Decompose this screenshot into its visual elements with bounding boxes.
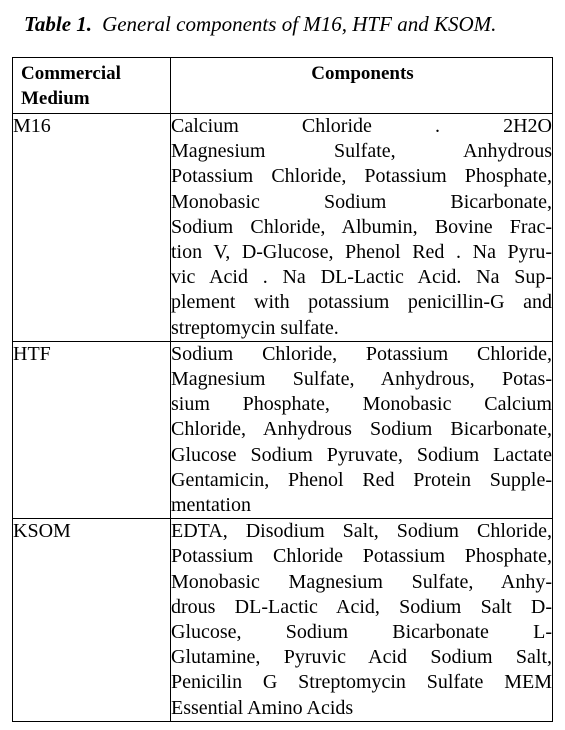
component-line: Potassium Chloride, Potassium Phosphate, <box>171 165 552 188</box>
header-components: Components <box>171 58 553 114</box>
component-line: Sodium Chloride, Potassium Chloride, <box>171 342 552 365</box>
component-line: drous DL-Lactic Acid, Sodium Salt D- <box>171 595 552 618</box>
component-line: Potassium Chloride Potassium Phosphate, <box>171 545 552 568</box>
table-row <box>13 519 553 722</box>
component-line: mentation <box>171 494 251 517</box>
component-line: Gentamicin, Phenol Red Protein Supple- <box>171 468 552 491</box>
component-line: sium Phosphate, Monobasic Calcium <box>171 393 552 416</box>
table-row <box>13 114 553 342</box>
components-table <box>12 57 553 722</box>
component-line: Magnesium Sulfate, Anhydrous <box>171 140 552 163</box>
table-caption <box>24 10 496 38</box>
medium-cell: M16 <box>13 114 171 342</box>
header-commercial-medium <box>13 58 171 114</box>
medium-cell: HTF <box>13 341 171 518</box>
component-line: Glucose Sodium Pyruvate, Sodium Lactate <box>171 443 552 466</box>
components-cell <box>171 519 553 722</box>
component-line: Calcium Chloride . 2H2O <box>171 115 552 137</box>
component-line: Glucose, Sodium Bicarbonate L- <box>171 621 552 644</box>
component-line: Essential Amino Acids <box>171 696 354 719</box>
medium-cell: KSOM <box>13 519 171 722</box>
components-cell <box>171 114 553 342</box>
component-line: Penicilin G Streptomycin Sulfate MEM <box>171 671 552 694</box>
component-line: plement with potassium penicillin-G and <box>171 291 552 314</box>
component-line: Glutamine, Pyruvic Acid Sodium Salt, <box>171 646 552 669</box>
table-row <box>13 341 553 518</box>
component-line: EDTA, Disodium Salt, Sodium Chloride, <box>171 520 552 543</box>
component-line: streptomycin sulfate. <box>171 316 339 339</box>
header-medium-line1: Commercial <box>21 63 121 84</box>
components-cell <box>171 341 553 518</box>
table-caption-text: General components of M16, HTF and KSOM. <box>102 12 497 36</box>
component-line: Magnesium Sulfate, Anhydrous, Potas- <box>171 368 552 391</box>
component-line: tion V, D-Glucose, Phenol Red . Na Pyru- <box>171 241 552 264</box>
component-line: Sodium Chloride, Albumin, Bovine Frac- <box>171 215 552 238</box>
component-line: vic Acid . Na DL-Lactic Acid. Na Sup- <box>171 266 552 289</box>
component-line: Chloride, Anhydrous Sodium Bicarbonate, <box>171 418 552 441</box>
header-medium-line2: Medium <box>21 88 90 109</box>
component-line: Monobasic Magnesium Sulfate, Anhy- <box>171 570 552 593</box>
component-line: Monobasic Sodium Bicarbonate, <box>171 190 552 213</box>
table-header-row <box>13 58 553 114</box>
table-caption-label: Table 1. <box>24 12 93 36</box>
